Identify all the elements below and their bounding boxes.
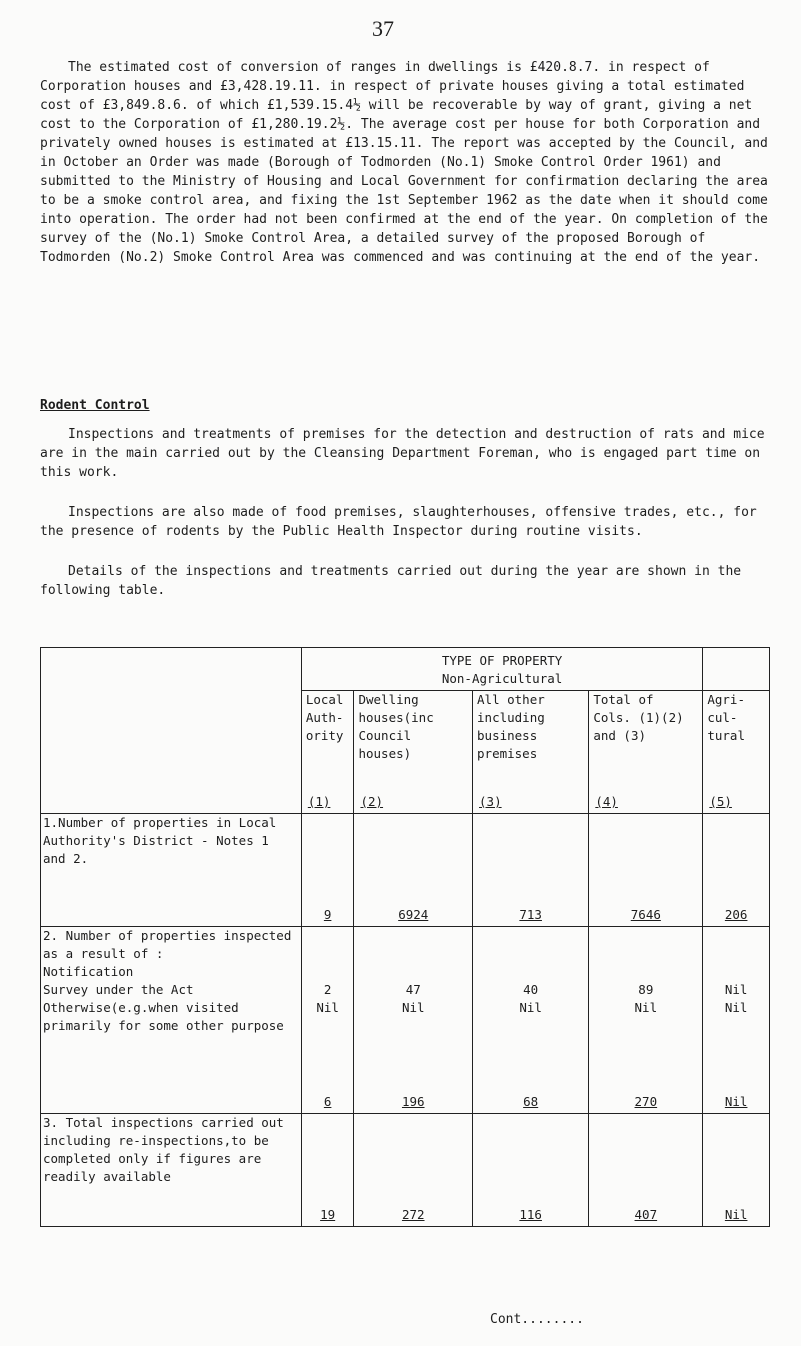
table-cell — [703, 814, 770, 927]
column-label-5: Agri-cul-tural — [707, 692, 745, 743]
row-2-otherwise-value-3: 68 — [523, 1094, 539, 1109]
rodent-inspection-table — [40, 647, 770, 1227]
column-header-dwelling-houses — [354, 691, 473, 814]
paragraph-details-text: Details of the inspections and treatments carried out during the year are shown in the following table. — [40, 564, 742, 598]
column-header-local-authority — [301, 691, 354, 814]
row-2-notification-value-5: Nil — [724, 982, 748, 997]
table-cell — [354, 927, 473, 1114]
column-label-1: Local Auth-ority — [305, 692, 344, 743]
column-number-1: (1) — [307, 794, 331, 809]
paragraph-details — [40, 562, 775, 600]
row-3-label: 3. Total inspections carried out including re-inspections,to be completed only if figures are readily available — [41, 1114, 302, 1227]
row-2-survey-value-2: Nil — [401, 1000, 425, 1015]
row-2-intro: 2. Number of properties inspected as a result of : — [43, 928, 292, 961]
row-2-notification-label: Notification — [43, 964, 134, 979]
table-row — [41, 1114, 770, 1227]
table-cell — [473, 927, 589, 1114]
row-2-notification-value-1: 2 — [323, 982, 332, 997]
agri-header-spacer — [703, 648, 770, 691]
column-label-2: Dwelling houses(inc Council houses) — [358, 692, 434, 761]
row-2-survey-value-1: Nil — [316, 1000, 339, 1015]
table-cell — [589, 1114, 703, 1227]
paragraph-rodent-text: Inspections and treatments of premises for the detection and destruction of rats and mice are in the main carried out by the Cleansing Department Foreman, who is engaged part time on this work. — [40, 427, 765, 480]
paragraph-rodent — [40, 425, 775, 482]
continuation-marker: Cont........ — [490, 1312, 584, 1327]
table-cell — [473, 1114, 589, 1227]
table-cell — [703, 1114, 770, 1227]
table-cell — [589, 814, 703, 927]
row-1-value-1: 9 — [323, 907, 332, 922]
row-3-value-3: 116 — [519, 1207, 542, 1222]
table-cell — [703, 927, 770, 1114]
table-cell — [589, 927, 703, 1114]
type-of-property-label: TYPE OF PROPERTY — [441, 653, 563, 668]
row-2-survey-value-4: Nil — [634, 1000, 658, 1015]
column-label-3: All other including business premises — [477, 692, 545, 761]
table-row — [41, 814, 770, 927]
row-2-survey-label: Survey under the Act — [43, 982, 194, 997]
row-2-notification-value-3: 40 — [523, 982, 539, 997]
paragraph-inspections — [40, 503, 775, 541]
table-cell — [301, 814, 354, 927]
column-number-4: (4) — [595, 794, 618, 809]
row-2-otherwise-value-5: Nil — [724, 1094, 748, 1109]
row-3-value-1: 19 — [320, 1207, 336, 1222]
row-1-label: 1.Number of properties in Local Authority's District - Notes 1 and 2. — [41, 814, 302, 927]
row-3-value-2: 272 — [401, 1207, 425, 1222]
row-1-value-3: 713 — [519, 907, 542, 922]
page-number: 37 — [372, 16, 394, 41]
table-corner-cell — [41, 648, 302, 814]
column-label-4: Total of Cols. (1)(2) and (3) — [593, 692, 684, 743]
row-2-otherwise-value-4: 270 — [634, 1094, 658, 1109]
row-2-notification-value-2: 47 — [405, 982, 421, 997]
paragraph-inspections-text: Inspections are also made of food premises, slaughterhouses, offensive trades, etc., for the presence of rodents by the Public Health Inspector during routine visits. — [40, 505, 757, 539]
row-3-value-4: 407 — [634, 1207, 658, 1222]
table-cell — [301, 1114, 354, 1227]
table-cell — [473, 814, 589, 927]
row-2-otherwise-value-1: 6 — [323, 1094, 332, 1109]
table-row — [41, 927, 770, 1114]
row-2-label — [41, 927, 302, 1114]
row-3-value-5: Nil — [724, 1207, 748, 1222]
row-2-survey-value-5: Nil — [724, 1000, 748, 1015]
table-cell — [301, 927, 354, 1114]
non-agricultural-label: Non-Agricultural — [441, 671, 563, 686]
row-2-notification-value-4: 89 — [638, 982, 654, 997]
heading-rodent-control: Rodent Control — [40, 398, 150, 413]
row-2-otherwise-label: Otherwise(e.g.when visited primarily for some other purpose — [43, 1000, 284, 1033]
column-header-all-other — [473, 691, 589, 814]
column-number-5: (5) — [709, 794, 732, 809]
column-number-3: (3) — [479, 794, 502, 809]
paragraph-estimate — [40, 58, 775, 267]
row-1-value-2: 6924 — [398, 907, 429, 922]
row-1-value-4: 7646 — [630, 907, 661, 922]
row-1-value-5: 206 — [724, 907, 748, 922]
table-cell — [354, 1114, 473, 1227]
paragraph-estimate-text: The estimated cost of conversion of ranges in dwellings is £420.8.7. in respect of Corporation houses and £3,428.19.11. in respect of private houses giving a total estimated cost of £3,849.8.6. of which £1,539.15.4½ will be recoverable by way of grant, giving a net cost to the Corporation of £1,280.19.2½. The average cost per house for both Corporation and privately owned houses is estimated at £13.15.11. The report was accepted by the Council, and in October an Order was made (Borough of Todmorden (No.1) Smoke Control Order 1961) and submitted to the Ministry of Housing and Local Government for confirmation declaring the area to be a smoke control area, and fixing the 1st September 1962 as the date when it should come into operation. The order had not been confirmed at the end of the year. On completion of the survey of the (No.1) Smoke Control Area, a detailed survey of the proposed Borough of Todmorden (No.2) Smoke Control Area was commenced and was continuing at the end of the year. — [40, 60, 768, 265]
row-2-survey-value-3: Nil — [519, 1000, 542, 1015]
type-of-property-header — [301, 648, 703, 691]
column-header-agricultural — [703, 691, 770, 814]
row-2-otherwise-value-2: 196 — [401, 1094, 425, 1109]
column-number-2: (2) — [360, 794, 384, 809]
column-header-total — [589, 691, 703, 814]
table-cell — [354, 814, 473, 927]
